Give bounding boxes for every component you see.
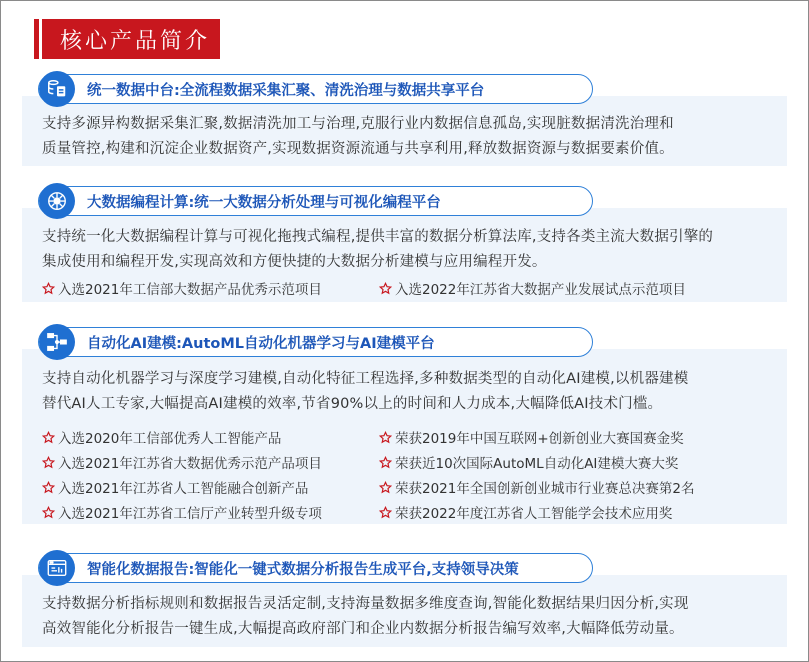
star-icon: [42, 506, 55, 519]
star-icon: [42, 282, 55, 295]
award-item: [379, 278, 686, 298]
description-line: 质量管控,构建和沉淀企业数据资产,实现数据资源流通与共享利用,释放数据资源与数据要素价值。: [42, 141, 674, 157]
star-icon: [42, 481, 55, 494]
description-line: 支持数据分析指标规则和数据报告灵活定制,支持海量数据多维度查询,智能化数据结果归因分析,实现: [42, 596, 689, 612]
product-section-bigdata-programming: [22, 186, 787, 302]
star-icon: [379, 506, 392, 519]
section-description: [42, 112, 775, 162]
award-text: 入选2021年江苏省人工智能融合创新产品: [58, 481, 309, 497]
section-title-bar: [38, 553, 593, 583]
header-accent-bar: [39, 19, 42, 59]
award-text: 荣获近10次国际AutoML自动化AI建模大赛大奖: [395, 456, 679, 472]
product-section-automl: [22, 327, 787, 524]
report-window-icon: [39, 550, 75, 586]
section-title: 统一数据中台:全流程数据采集汇聚、清洗治理与数据共享平台: [87, 82, 485, 99]
description-line: 支持多源异构数据采集汇聚,数据清洗加工与治理,克服行业内数据信息孤岛,实现脏数据清洗治理和: [42, 116, 674, 132]
award-item: [42, 502, 322, 522]
star-icon: [379, 481, 392, 494]
section-description: [42, 592, 775, 642]
award-item: [42, 278, 322, 298]
product-section-data-platform: [22, 74, 787, 166]
description-line: 替代AI人工专家,大幅提高AI建模的效率,节省90%以上的时间和人力成本,大幅降低AI技术门槛。: [42, 396, 663, 412]
section-header: [34, 19, 220, 59]
description-line: 支持自动化机器学习与深度学习建模,自动化特征工程选择,多种数据类型的自动化AI建模,以机器建模: [42, 371, 689, 387]
award-item: [42, 452, 322, 472]
section-description: [42, 225, 775, 275]
award-text: 入选2020年工信部优秀人工智能产品: [58, 431, 282, 447]
flow-diagram-icon: [39, 324, 75, 360]
page-title: 核心产品简介: [60, 28, 211, 54]
award-text: 入选2021年工信部大数据产品优秀示范项目: [58, 282, 322, 298]
description-line: 高效智能化分析报告一键生成,大幅提高政府部门和企业内数据分析报告编写效率,大幅降低劳动量。: [42, 621, 684, 637]
section-title-bar: [38, 186, 593, 216]
description-line: 集成使用和编程开发,实现高效和方便快捷的大数据分析建模与应用编程开发。: [42, 254, 547, 270]
star-icon: [42, 431, 55, 444]
section-title-bar: [38, 74, 593, 104]
description-line: 支持统一化大数据编程计算与可视化拖拽式编程,提供丰富的数据分析算法库,支持各类主流大数据引擎的: [42, 229, 714, 245]
section-title-bar: [38, 327, 593, 357]
section-description: [42, 367, 775, 417]
star-icon: [379, 456, 392, 469]
star-icon: [42, 456, 55, 469]
award-item: [379, 452, 678, 472]
brain-network-icon: [39, 183, 75, 219]
section-title: 自动化AI建模:AutoML自动化机器学习与AI建模平台: [87, 335, 435, 352]
award-text: 入选2021年江苏省工信厅产业转型升级专项: [58, 506, 322, 522]
database-files-icon: [39, 71, 75, 107]
award-text: 入选2022年江苏省大数据产业发展试点示范项目: [395, 282, 686, 298]
section-title: 大数据编程计算:统一大数据分析处理与可视化编程平台: [87, 194, 441, 211]
star-icon: [379, 431, 392, 444]
award-item: [42, 427, 281, 447]
award-text: 荣获2022年度江苏省人工智能学会技术应用奖: [395, 506, 673, 522]
award-item: [42, 477, 308, 497]
award-text: 荣获2019年中国互联网+创新创业大赛国赛金奖: [395, 431, 684, 447]
award-text: 入选2021年江苏省大数据优秀示范产品项目: [58, 456, 322, 472]
star-icon: [379, 282, 392, 295]
award-item: [379, 502, 672, 522]
section-title: 智能化数据报告:智能化一键式数据分析报告生成平台,支持领导决策: [87, 561, 519, 578]
award-item: [379, 477, 694, 497]
award-text: 荣获2021年全国创新创业城市行业赛总决赛第2名: [395, 481, 695, 497]
award-item: [379, 427, 684, 447]
product-section-smart-report: [22, 553, 787, 647]
